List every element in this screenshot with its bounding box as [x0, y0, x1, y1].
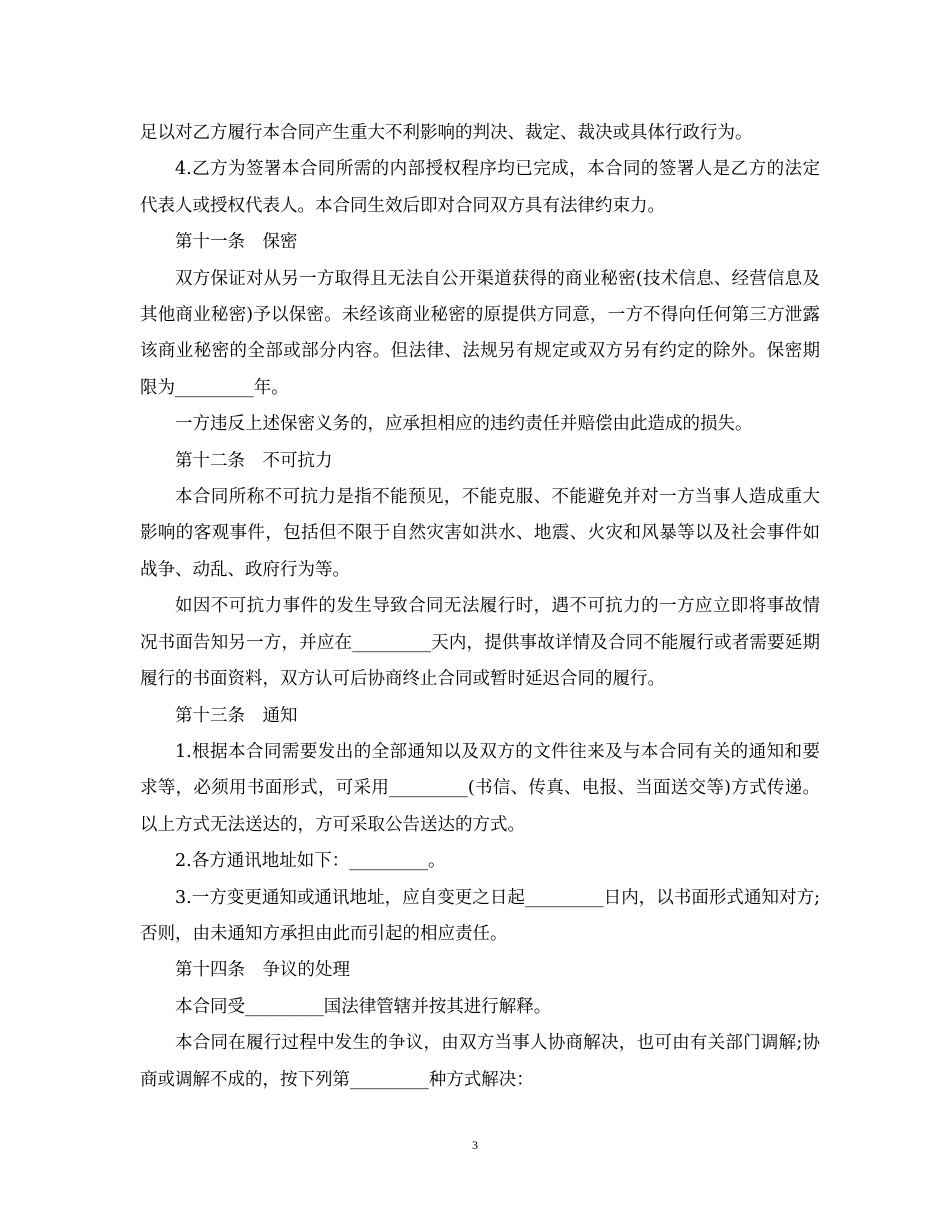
document-body [140, 115, 820, 1098]
paragraph: 1.根据本合同需要发出的全部通知以及双方的文件往来及与本合同有关的通知和要求等，必须用书面形式，可采用_________(书信、传真、电报、当面送交等)方式传递。以上方式无法送达的，方可采取公告送达的方式。 [140, 741, 820, 835]
paragraph: 如因不可抗力事件的发生导致合同无法履行时，遇不可抗力的一方应立即将事故情况书面告知另一方，并应在_________天内，提供事故详情及合同不能履行或者需要延期履行的书面资料，双方认可后协商终止合同或暂时延迟合同的履行。 [140, 596, 820, 690]
page-number: 3 [472, 1138, 478, 1152]
paragraph: 本合同受_________国法律管辖并按其进行解释。 [175, 996, 552, 1017]
section-heading: 第十三条 通知 [175, 705, 298, 726]
paragraph: 4.乙方为签署本合同所需的内部授权程序均已完成，本合同的签署人是乙方的法定代表人或授权代表人。本合同生效后即对合同双方具有法律约束力。 [140, 159, 820, 216]
section-heading: 第十四条 争议的处理 [175, 960, 350, 981]
paragraph: 2.各方通讯地址如下：_________。 [175, 851, 446, 872]
paragraph: 双方保证对从另一方取得且无法自公开渠道获得的商业秘密(技术信息、经营信息及其他商业秘密)予以保密。未经该商业秘密的原提供方同意，一方不得向任何第三方泄露该商业秘密的全部或部分内容。但法律、法规另有规定或双方另有约定的除外。保密期限为_________年。 [140, 268, 820, 398]
paragraph: 本合同所称不可抗力是指不能预见，不能克服、不能避免并对一方当事人造成重大影响的客观事件，包括但不限于自然灾害如洪水、地震、火灾和风暴等以及社会事件如战争、动乱、政府行为等。 [140, 487, 820, 580]
paragraph: 一方违反上述保密义务的，应承担相应的违约责任并赔偿由此造成的损失。 [175, 414, 753, 435]
section-heading: 第十一条 保密 [175, 232, 298, 253]
section-heading: 第十二条 不可抗力 [175, 450, 333, 471]
paragraph: 足以对乙方履行本合同产生重大不利影响的判决、裁定、裁决或具体行政行为。 [140, 123, 753, 143]
paragraph: 3.一方变更通知或通讯地址，应自变更之日起_________日内，以书面形式通知对方;否则，由未通知方承担由此而引起的相应责任。 [140, 887, 820, 944]
paragraph: 本合同在履行过程中发生的争议，由双方当事人协商解决，也可由有关部门调解;协商或调解不成的，按下列第_________种方式解决： [140, 1033, 820, 1090]
